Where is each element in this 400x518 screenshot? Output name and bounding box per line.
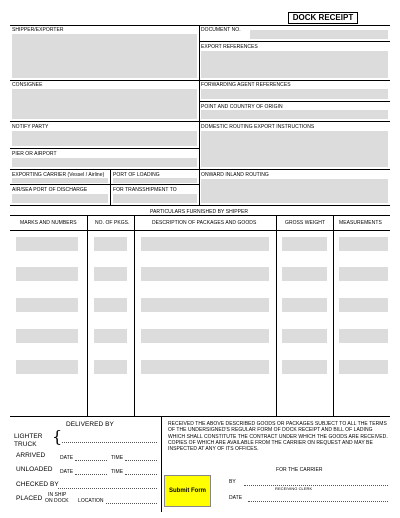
marks-field-3[interactable] bbox=[16, 298, 78, 312]
measurements-field-1[interactable] bbox=[339, 237, 388, 251]
notify-party-field[interactable] bbox=[12, 131, 197, 146]
column-gross-weight: GROSS WEIGHT bbox=[285, 220, 326, 226]
description-field-5[interactable] bbox=[141, 360, 269, 374]
document-no-label: DOCUMENT NO. bbox=[201, 27, 241, 33]
notify-party-label: NOTIFY PARTY bbox=[12, 124, 49, 130]
exporting-carrier-label: EXPORTING CARRIER (Vessel / Airline) bbox=[12, 172, 105, 178]
gross-weight-field-5[interactable] bbox=[282, 360, 327, 374]
measurements-field-2[interactable] bbox=[339, 267, 388, 281]
center-divider bbox=[199, 25, 200, 205]
description-field-4[interactable] bbox=[141, 329, 269, 343]
on-dock-label: ON DOCK bbox=[45, 498, 69, 504]
unloaded-time-label: TIME bbox=[111, 469, 124, 475]
placed-label: PLACED bbox=[16, 495, 43, 502]
divider-right-1 bbox=[199, 41, 390, 42]
domestic-routing-label: DOMESTIC ROUTING EXPORT INSTRUCTIONS bbox=[201, 124, 315, 130]
divider-3 bbox=[10, 169, 390, 170]
unloaded-time-line[interactable] bbox=[125, 474, 157, 475]
pkgs-field-2[interactable] bbox=[94, 267, 127, 281]
measurements-field-3[interactable] bbox=[339, 298, 388, 312]
marks-field-2[interactable] bbox=[16, 267, 78, 281]
export-refs-field[interactable] bbox=[201, 51, 388, 78]
divider-right-2 bbox=[199, 101, 390, 102]
by-label: BY bbox=[229, 479, 236, 485]
shipper-field[interactable] bbox=[12, 34, 197, 78]
pkgs-field-1[interactable] bbox=[94, 237, 127, 251]
description-field-1[interactable] bbox=[141, 237, 269, 251]
top-border bbox=[10, 25, 390, 26]
document-no-field[interactable] bbox=[250, 30, 388, 39]
measurements-field-4[interactable] bbox=[339, 329, 388, 343]
column-divider-1 bbox=[87, 215, 88, 416]
pkgs-field-4[interactable] bbox=[94, 329, 127, 343]
port-loading-label: PORT OF LOADING bbox=[113, 172, 160, 178]
gross-weight-field-3[interactable] bbox=[282, 298, 327, 312]
lighter-truck-line[interactable] bbox=[62, 442, 157, 443]
pkgs-field-3[interactable] bbox=[94, 298, 127, 312]
onward-routing-label: ONWARD INLAND ROUTING bbox=[201, 172, 269, 178]
marks-field-1[interactable] bbox=[16, 237, 78, 251]
marks-field-4[interactable] bbox=[16, 329, 78, 343]
divider-1 bbox=[10, 80, 390, 81]
divider-2 bbox=[10, 121, 390, 122]
arrived-date-line[interactable] bbox=[75, 460, 107, 461]
onward-routing-field[interactable] bbox=[201, 179, 388, 203]
delivered-by-heading: DELIVERED BY bbox=[66, 421, 114, 428]
brace-symbol: { bbox=[52, 427, 63, 446]
column-pkgs: NO. OF PKGS. bbox=[95, 220, 130, 226]
domestic-routing-field[interactable] bbox=[201, 131, 388, 167]
delivery-divider bbox=[161, 416, 162, 512]
checked-by-line[interactable] bbox=[58, 488, 157, 489]
for-carrier-label: FOR THE CARRIER bbox=[276, 467, 323, 473]
column-divider-3 bbox=[276, 215, 277, 416]
column-description: DESCRIPTION OF PACKAGES AND GOODS bbox=[152, 220, 257, 226]
location-line[interactable] bbox=[106, 503, 157, 504]
point-origin-label: POINT AND COUNTRY OF ORIGIN bbox=[201, 104, 283, 110]
by-line[interactable] bbox=[244, 485, 388, 486]
truck-label: TRUCK bbox=[14, 441, 37, 448]
point-origin-field[interactable] bbox=[201, 110, 388, 119]
divider-left-4 bbox=[10, 184, 199, 185]
gross-weight-field-1[interactable] bbox=[282, 237, 327, 251]
forwarding-agent-field[interactable] bbox=[201, 89, 388, 99]
pier-field[interactable] bbox=[12, 158, 197, 167]
gross-weight-field-4[interactable] bbox=[282, 329, 327, 343]
unloaded-date-label: DATE bbox=[60, 469, 74, 475]
pkgs-field-5[interactable] bbox=[94, 360, 127, 374]
in-ship-label: IN SHIP bbox=[48, 492, 67, 498]
export-refs-label: EXPORT REFERENCES bbox=[201, 44, 258, 50]
particulars-heading: PARTICULARS FURNISHED BY SHIPPER bbox=[150, 209, 249, 215]
shipper-label: SHIPPER/EXPORTER bbox=[12, 27, 64, 33]
consignee-label: CONSIGNEE bbox=[12, 82, 43, 88]
description-field-2[interactable] bbox=[141, 267, 269, 281]
unloaded-label: UNLOADED bbox=[16, 466, 53, 473]
column-marks: MARKS AND NUMBERS bbox=[20, 220, 77, 226]
arrived-time-label: TIME bbox=[111, 455, 124, 461]
divider-4 bbox=[10, 205, 390, 206]
form-title: DOCK RECEIPT bbox=[288, 12, 358, 24]
transshipment-field[interactable] bbox=[113, 194, 197, 203]
port-loading-field[interactable] bbox=[113, 178, 197, 183]
arrived-label: ARRIVED bbox=[16, 452, 46, 459]
receipt-date-label: DATE bbox=[229, 495, 243, 501]
lighter-label: LIGHTER bbox=[14, 433, 43, 440]
description-field-3[interactable] bbox=[141, 298, 269, 312]
measurements-field-5[interactable] bbox=[339, 360, 388, 374]
submit-form-button[interactable]: Submit Form bbox=[164, 475, 211, 507]
arrived-date-label: DATE bbox=[60, 455, 74, 461]
marks-field-5[interactable] bbox=[16, 360, 78, 374]
arrived-time-line[interactable] bbox=[125, 460, 157, 461]
port-discharge-field[interactable] bbox=[12, 194, 108, 203]
checked-by-label: CHECKED BY bbox=[16, 481, 59, 488]
forwarding-agent-label: FORWARDING AGENT REFERENCES bbox=[201, 82, 291, 88]
consignee-field[interactable] bbox=[12, 89, 197, 119]
column-divider-2 bbox=[134, 215, 135, 416]
pier-label: PIER OR AIRPORT bbox=[12, 151, 57, 157]
location-label: LOCATION bbox=[78, 498, 104, 504]
column-divider-4 bbox=[333, 215, 334, 416]
divider-left-3 bbox=[10, 148, 199, 149]
receipt-date-line[interactable] bbox=[248, 501, 388, 502]
receipt-notice: RECEIVED THE ABOVE DESCRIBED GOODS OR PACKAGES SUBJECT TO ALL THE TERMS OF THE UNDERSIGNED'S REGULAR FORM OF DOCK RECEIPT AND BILL OF LADING WHICH SHALL CONSTITUTE THE CONTRACT UNDER WHICH THE GOODS ARE RECEIVED. COPIES OF WHICH ARE AVAILABLE FROM THE CARRIER ON REQUEST AND MAY BE INSPECTED AT ANY OF ITS OFFICES. bbox=[168, 421, 388, 453]
column-measurements: MEASUREMENTS bbox=[339, 220, 382, 226]
carrier-divider bbox=[110, 169, 111, 205]
gross-weight-field-2[interactable] bbox=[282, 267, 327, 281]
port-discharge-label: AIR/SEA PORT OF DISCHARGE bbox=[12, 187, 88, 193]
transshipment-label: FOR TRANSSHIPMENT TO bbox=[113, 187, 177, 193]
unloaded-date-line[interactable] bbox=[75, 474, 107, 475]
particulars-bottom-line bbox=[10, 416, 390, 417]
receiving-clerk-label: RECEIVING CLERK bbox=[275, 486, 313, 491]
exporting-carrier-field[interactable] bbox=[12, 178, 108, 183]
